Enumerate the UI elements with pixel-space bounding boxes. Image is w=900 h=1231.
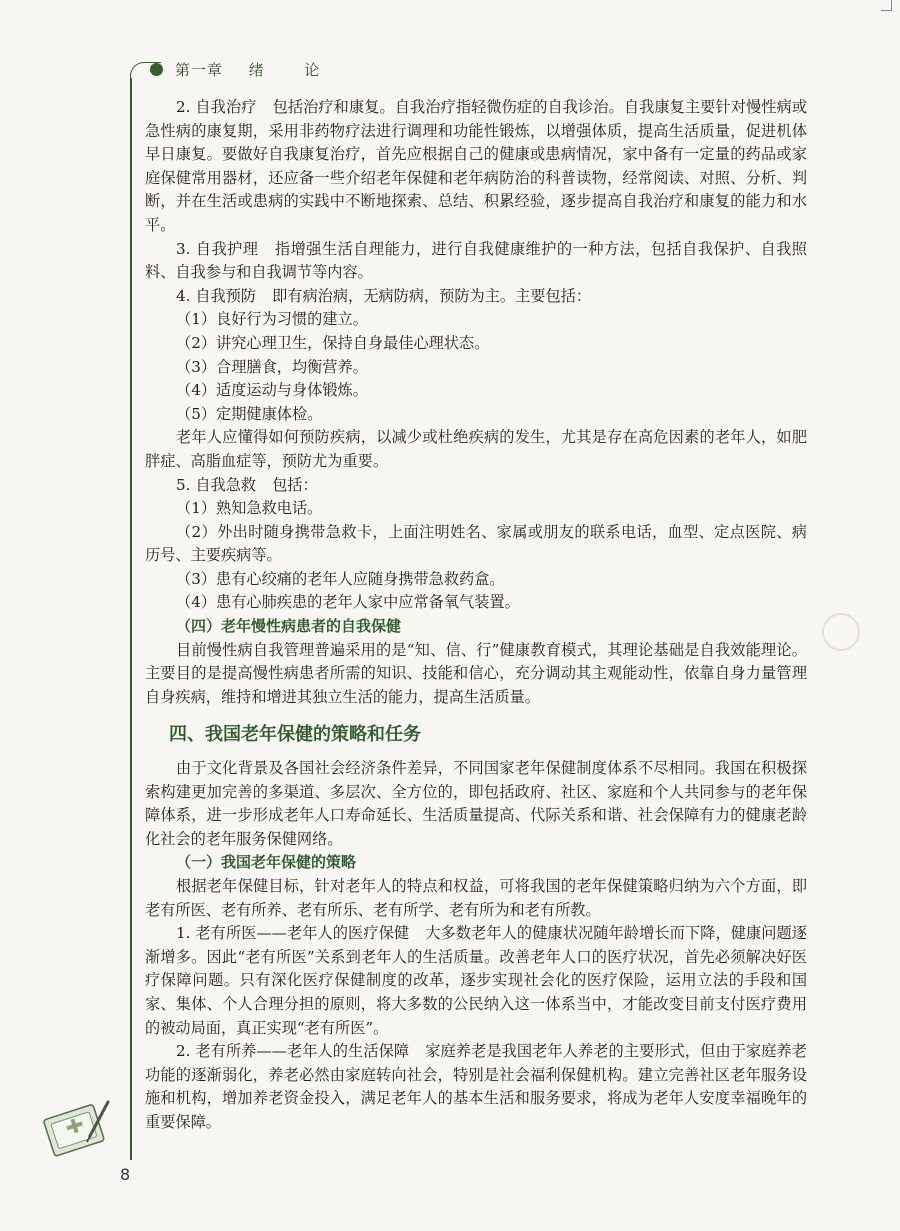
paragraph: 4. 自我预防 即有病治病，无病防病，预防为主。主要包括： <box>176 286 592 305</box>
paragraph: 老年人应懂得如何预防疾病，以减少或杜绝疾病的发生，尤其是存在高危因素的老年人，如肥胖症、高脂血症等，预防尤为重要。 <box>145 428 807 470</box>
list-item: （2）外出时随身携带急救卡，上面注明姓名、家属或朋友的联系电话，血型、定点医院、病历号、主要疾病等。 <box>145 522 807 565</box>
section-heading: 四、我国老年保健的策略和任务 <box>169 724 421 746</box>
section-subtitle: （四）老年慢性病患者的自我保健 <box>176 617 402 636</box>
running-header <box>175 59 320 80</box>
list-item: （3）合理膳食，均衡营养。 <box>176 357 368 376</box>
list-item: （4）患有心肺疾患的老年人家中应常备氧气装置。 <box>176 593 520 612</box>
header-dot-icon <box>150 63 163 76</box>
list-item: （4）适度运动与身体锻炼。 <box>176 381 368 400</box>
list-item: （1）熟知急救电话。 <box>176 499 323 518</box>
paragraph: 根据老年保健目标，针对老年人的特点和权益，可将我国的老年保健策略归纳为六个方面，即老有所医、老有所养、老有所乐、老有所学、老有所为和老有所教。 <box>145 877 807 919</box>
clipboard-pen-icon <box>38 1090 118 1160</box>
list-item: （5）定期健康体检。 <box>176 404 323 423</box>
chapter-title-a: 绪 <box>248 61 265 79</box>
chapter-number: 第一章 <box>175 61 224 79</box>
margin-rule <box>130 78 132 1160</box>
page-number: 8 <box>120 1165 131 1184</box>
body-text <box>145 96 807 1135</box>
paragraph: 目前慢性病自我管理普遍采用的是“知、信、行”健康教育模式，其理论基础是自我效能理论。主要目的是提高慢性病患者所需的知识、技能和信心，充分调动其主观能动性，依靠自身力量管理自身疾病，维持和增进其独立生活的能力，提高生活质量。 <box>145 640 807 706</box>
section-subtitle: （一）我国老年保健的策略 <box>176 853 357 872</box>
list-item: （2）讲究心理卫生，保持自身最佳心理状态。 <box>176 333 490 352</box>
list-item: （3）患有心绞痛的老年人应随身携带急救药盒。 <box>176 569 505 588</box>
paragraph: 2. 老有所养——老年人的生活保障 家庭养老是我国老年人养老的主要形式，但由于家庭养老功能的逐渐弱化，养老必然由家庭转向社会，特别是社会福利保健机构。建立完善社区老年服务设施和机构，增加养老资金投入，满足老年人的基本生活和服务要求，将成为老年人安度幸福晚年的重要保障。 <box>145 1042 807 1131</box>
paragraph: 2. 自我治疗 包括治疗和康复。自我治疗指轻微伤症的自我诊治。自我康复主要针对慢性病或急性病的康复期，采用非药物疗法进行调理和功能性锻炼，以增强体质，提高生活质量，促进机体早日康复。要做好自我康复治疗，首先应根据自己的健康或患病情况，家中备有一定量的药品或家庭保健常用器材，还应备一些介绍老年保健和老年病防治的科普读物，经常阅读、对照、分析、判断，并在生活或患病的实践中不断地探索、总结、积累经验，逐步提高自我治疗和康复的能力和水平。 <box>145 98 808 234</box>
crop-mark <box>881 0 892 11</box>
paragraph: 1. 老有所医——老年人的医疗保健 大多数老年人的健康状况随年龄增长而下降，健康问题逐渐增多。因此“老有所医”关系到老年人的生活质量。改善老年人口的医疗状况，首先必须解决好医疗保障问题。只有深化医疗保健制度的改革，逐步实现社会化的医疗保险，运用立法的手段和国家、集体、个人合理分担的原则，将大多数的公民纳入这一体系当中，才能改变目前支付医疗费用的被动局面，真正实现“老有所医”。 <box>145 924 807 1037</box>
paragraph: 3. 自我护理 指增强生活自理能力，进行自我健康维护的一种方法，包括自我保护、自我照料、自我参与和自我调节等内容。 <box>145 239 807 282</box>
paragraph: 由于文化背景及各国社会经济条件差异，不同国家老年保健制度体系不尽相同。我国在积极探索构建更加完善的多渠道、多层次、全方位的，即包括政府、社区、家庭和个人共同参与的老年保障体系，进一步形成老年人口寿命延长、生活质量提高、代际关系和谐、社会保障有力的健康老龄化社会的老年服务保健网络。 <box>145 759 807 848</box>
list-item: （1）良好行为习惯的建立。 <box>176 310 368 329</box>
chapter-title-b: 论 <box>304 61 321 79</box>
watermark-stamp-icon <box>822 613 860 651</box>
paragraph: 5. 自我急救 包括： <box>176 475 318 494</box>
